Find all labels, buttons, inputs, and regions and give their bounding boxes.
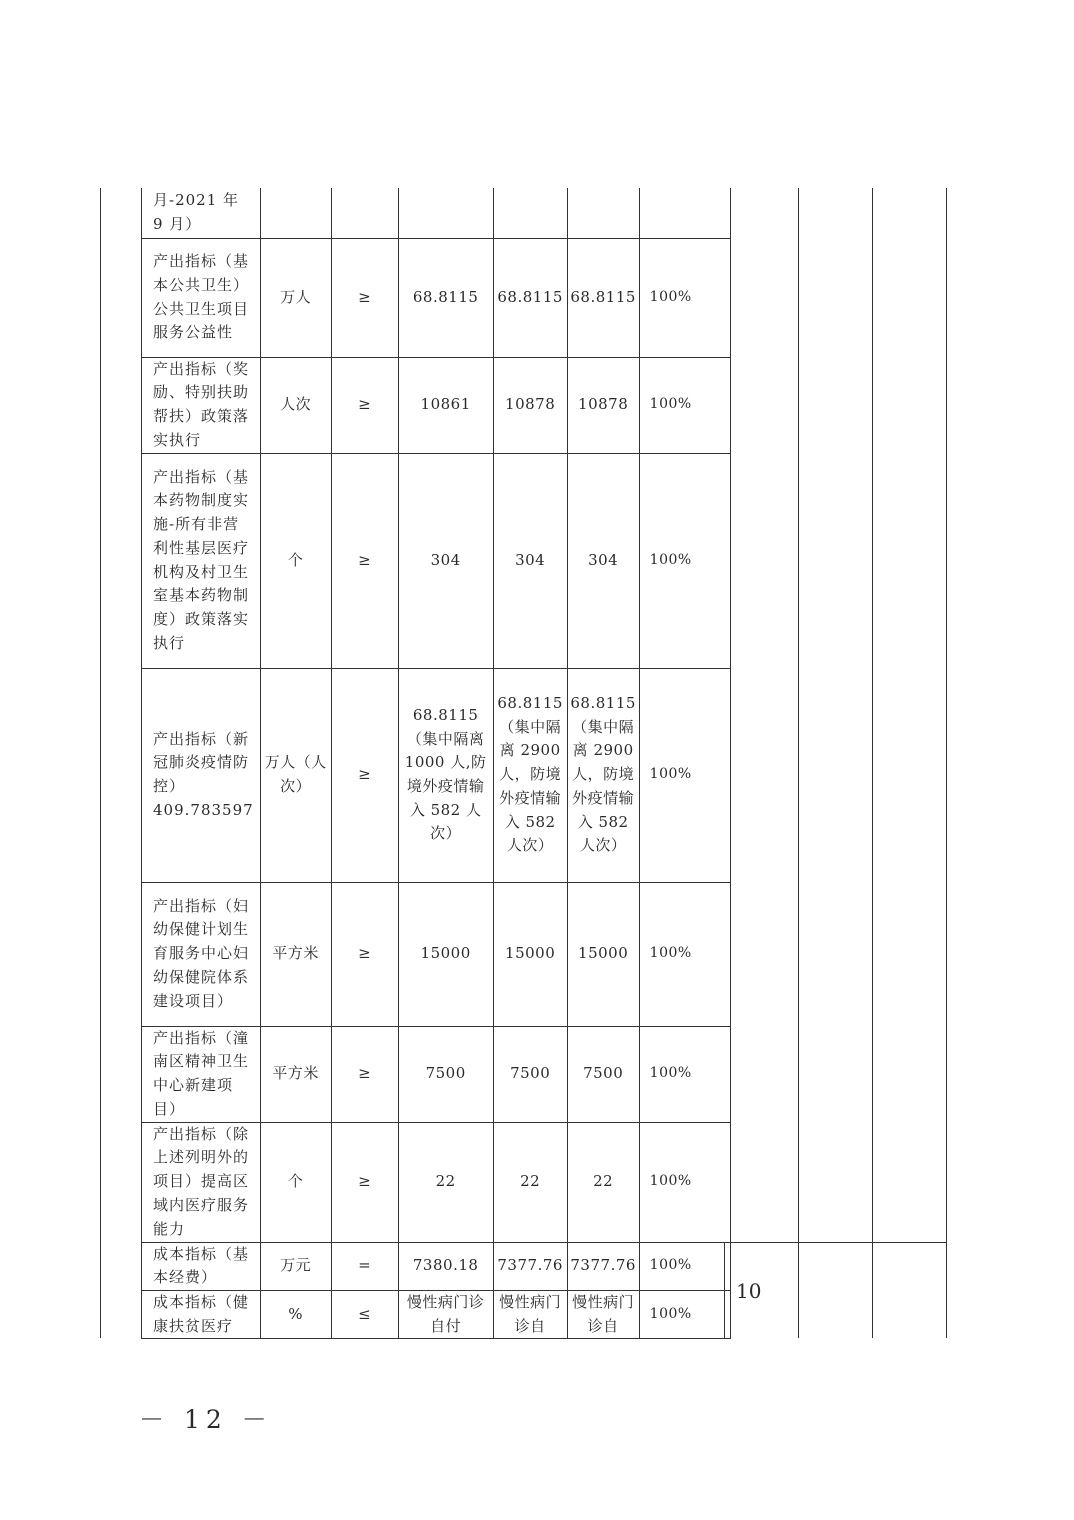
actual-value-cell — [567, 188, 639, 238]
target-value-cell: 304 — [398, 453, 493, 668]
table-row — [142, 238, 731, 357]
completion-rate-cell — [639, 188, 730, 238]
operator-cell: ≤ — [331, 1290, 398, 1338]
table-row — [142, 1122, 731, 1242]
actual-value-cell: 22 — [567, 1122, 639, 1242]
actual-value-cell: 7500 — [567, 1026, 639, 1122]
unit-cell: 万人 — [260, 238, 331, 357]
unit-cell: 人次 — [260, 357, 331, 453]
unit-cell — [260, 188, 331, 238]
operator-cell: ≥ — [331, 882, 398, 1026]
operator-cell: = — [331, 1242, 398, 1290]
target-value-cell: 7500 — [398, 1026, 493, 1122]
actual-value-cell: 7377.76 — [567, 1242, 639, 1290]
actual-value-cell: 15000 — [567, 882, 639, 1026]
table-row — [142, 357, 731, 453]
table-row — [142, 1290, 731, 1338]
table-row — [142, 1026, 731, 1122]
target-value-cell: 15000 — [398, 882, 493, 1026]
table-row — [142, 668, 731, 882]
completion-rate-cell: 100% — [639, 1290, 730, 1338]
actual-value-cell: 68.8115 — [567, 238, 639, 357]
table-row — [142, 453, 731, 668]
actual-value-cell: 304 — [567, 453, 639, 668]
indicator-name: 月-2021 年 9 月） — [142, 188, 261, 238]
unit-cell: 平方米 — [260, 1026, 331, 1122]
page-number: － 12 － — [139, 1405, 273, 1434]
target-value-cell: 68.8115 — [398, 238, 493, 357]
indicator-name: 产出指标（奖励、特别扶助帮扶）政策落实执行 — [142, 357, 261, 453]
target-value-cell: 22 — [398, 1122, 493, 1242]
indicator-name: 产出指标（妇幼保健计划生育服务中心妇幼保健院体系建设项目） — [142, 882, 261, 1026]
actual-value-cell: 10878 — [567, 357, 639, 453]
indicator-name: 产出指标（新冠肺炎疫情防控）409.783597 — [142, 668, 261, 882]
completion-rate-cell: 100% — [639, 882, 730, 1026]
actual-value-cell: 68.8115 — [493, 238, 567, 357]
cost-section-divider — [724, 1242, 946, 1243]
target-value-cell — [398, 188, 493, 238]
performance-indicator-table — [141, 188, 731, 1339]
indicator-name: 产出指标（潼南区精神卫生中心新建项目） — [142, 1026, 261, 1122]
unit-cell: 平方米 — [260, 882, 331, 1026]
completion-rate-cell: 100% — [639, 668, 730, 882]
completion-rate-cell: 100% — [639, 357, 730, 453]
actual-value-cell: 22 — [493, 1122, 567, 1242]
actual-value-cell: 7500 — [493, 1026, 567, 1122]
target-value-cell: 10861 — [398, 357, 493, 453]
indicator-name: 成本指标（基本经费） — [142, 1242, 261, 1290]
operator-cell: ≥ — [331, 1026, 398, 1122]
completion-rate-cell: 100% — [639, 238, 730, 357]
operator-cell — [331, 188, 398, 238]
score-value: 10 — [736, 1279, 762, 1303]
table-right-border — [946, 188, 947, 1338]
unit-cell: 万元 — [260, 1242, 331, 1290]
actual-value-cell: 慢性病门诊自 — [567, 1290, 639, 1338]
target-value-cell: 68.8115（集中隔离 1000 人,防境外疫情输入 582 人次） — [398, 668, 493, 882]
completion-rate-cell: 100% — [639, 1122, 730, 1242]
indicator-name: 成本指标（健康扶贫医疗 — [142, 1290, 261, 1338]
operator-cell: ≥ — [331, 668, 398, 882]
actual-value-cell: 304 — [493, 453, 567, 668]
operator-cell: ≥ — [331, 1122, 398, 1242]
column-divider — [872, 188, 873, 1338]
unit-cell: 个 — [260, 1122, 331, 1242]
actual-value-cell: 7377.76 — [493, 1242, 567, 1290]
indicator-name: 产出指标（基本药物制度实施-所有非营利性基层医疗机构及村卫生室基本药物制度）政策落实执行 — [142, 453, 261, 668]
operator-cell: ≥ — [331, 453, 398, 668]
unit-cell: 万人（人次） — [260, 668, 331, 882]
table-row — [142, 1242, 731, 1290]
target-value-cell: 7380.18 — [398, 1242, 493, 1290]
actual-value-cell — [493, 188, 567, 238]
table-left-border — [100, 188, 101, 1338]
completion-rate-cell: 100% — [639, 1026, 730, 1122]
column-divider — [798, 188, 799, 1338]
completion-rate-cell: 100% — [639, 1242, 730, 1290]
actual-value-cell: 15000 — [493, 882, 567, 1026]
indicator-name: 产出指标（除上述列明外的项目）提高区域内医疗服务能力 — [142, 1122, 261, 1242]
operator-cell: ≥ — [331, 357, 398, 453]
unit-cell: % — [260, 1290, 331, 1338]
completion-rate-cell: 100% — [639, 453, 730, 668]
actual-value-cell: 慢性病门诊自 — [493, 1290, 567, 1338]
indicator-name: 产出指标（基本公共卫生）公共卫生项目服务公益性 — [142, 238, 261, 357]
target-value-cell: 慢性病门诊自付 — [398, 1290, 493, 1338]
table-row — [142, 188, 731, 238]
table-row — [142, 882, 731, 1026]
unit-cell: 个 — [260, 453, 331, 668]
actual-value-cell: 68.8115（集中隔离 2900 人，防境外疫情输入 582 人次） — [493, 668, 567, 882]
actual-value-cell: 10878 — [493, 357, 567, 453]
actual-value-cell: 68.8115（集中隔离 2900 人，防境外疫情输入 582 人次） — [567, 668, 639, 882]
operator-cell: ≥ — [331, 238, 398, 357]
